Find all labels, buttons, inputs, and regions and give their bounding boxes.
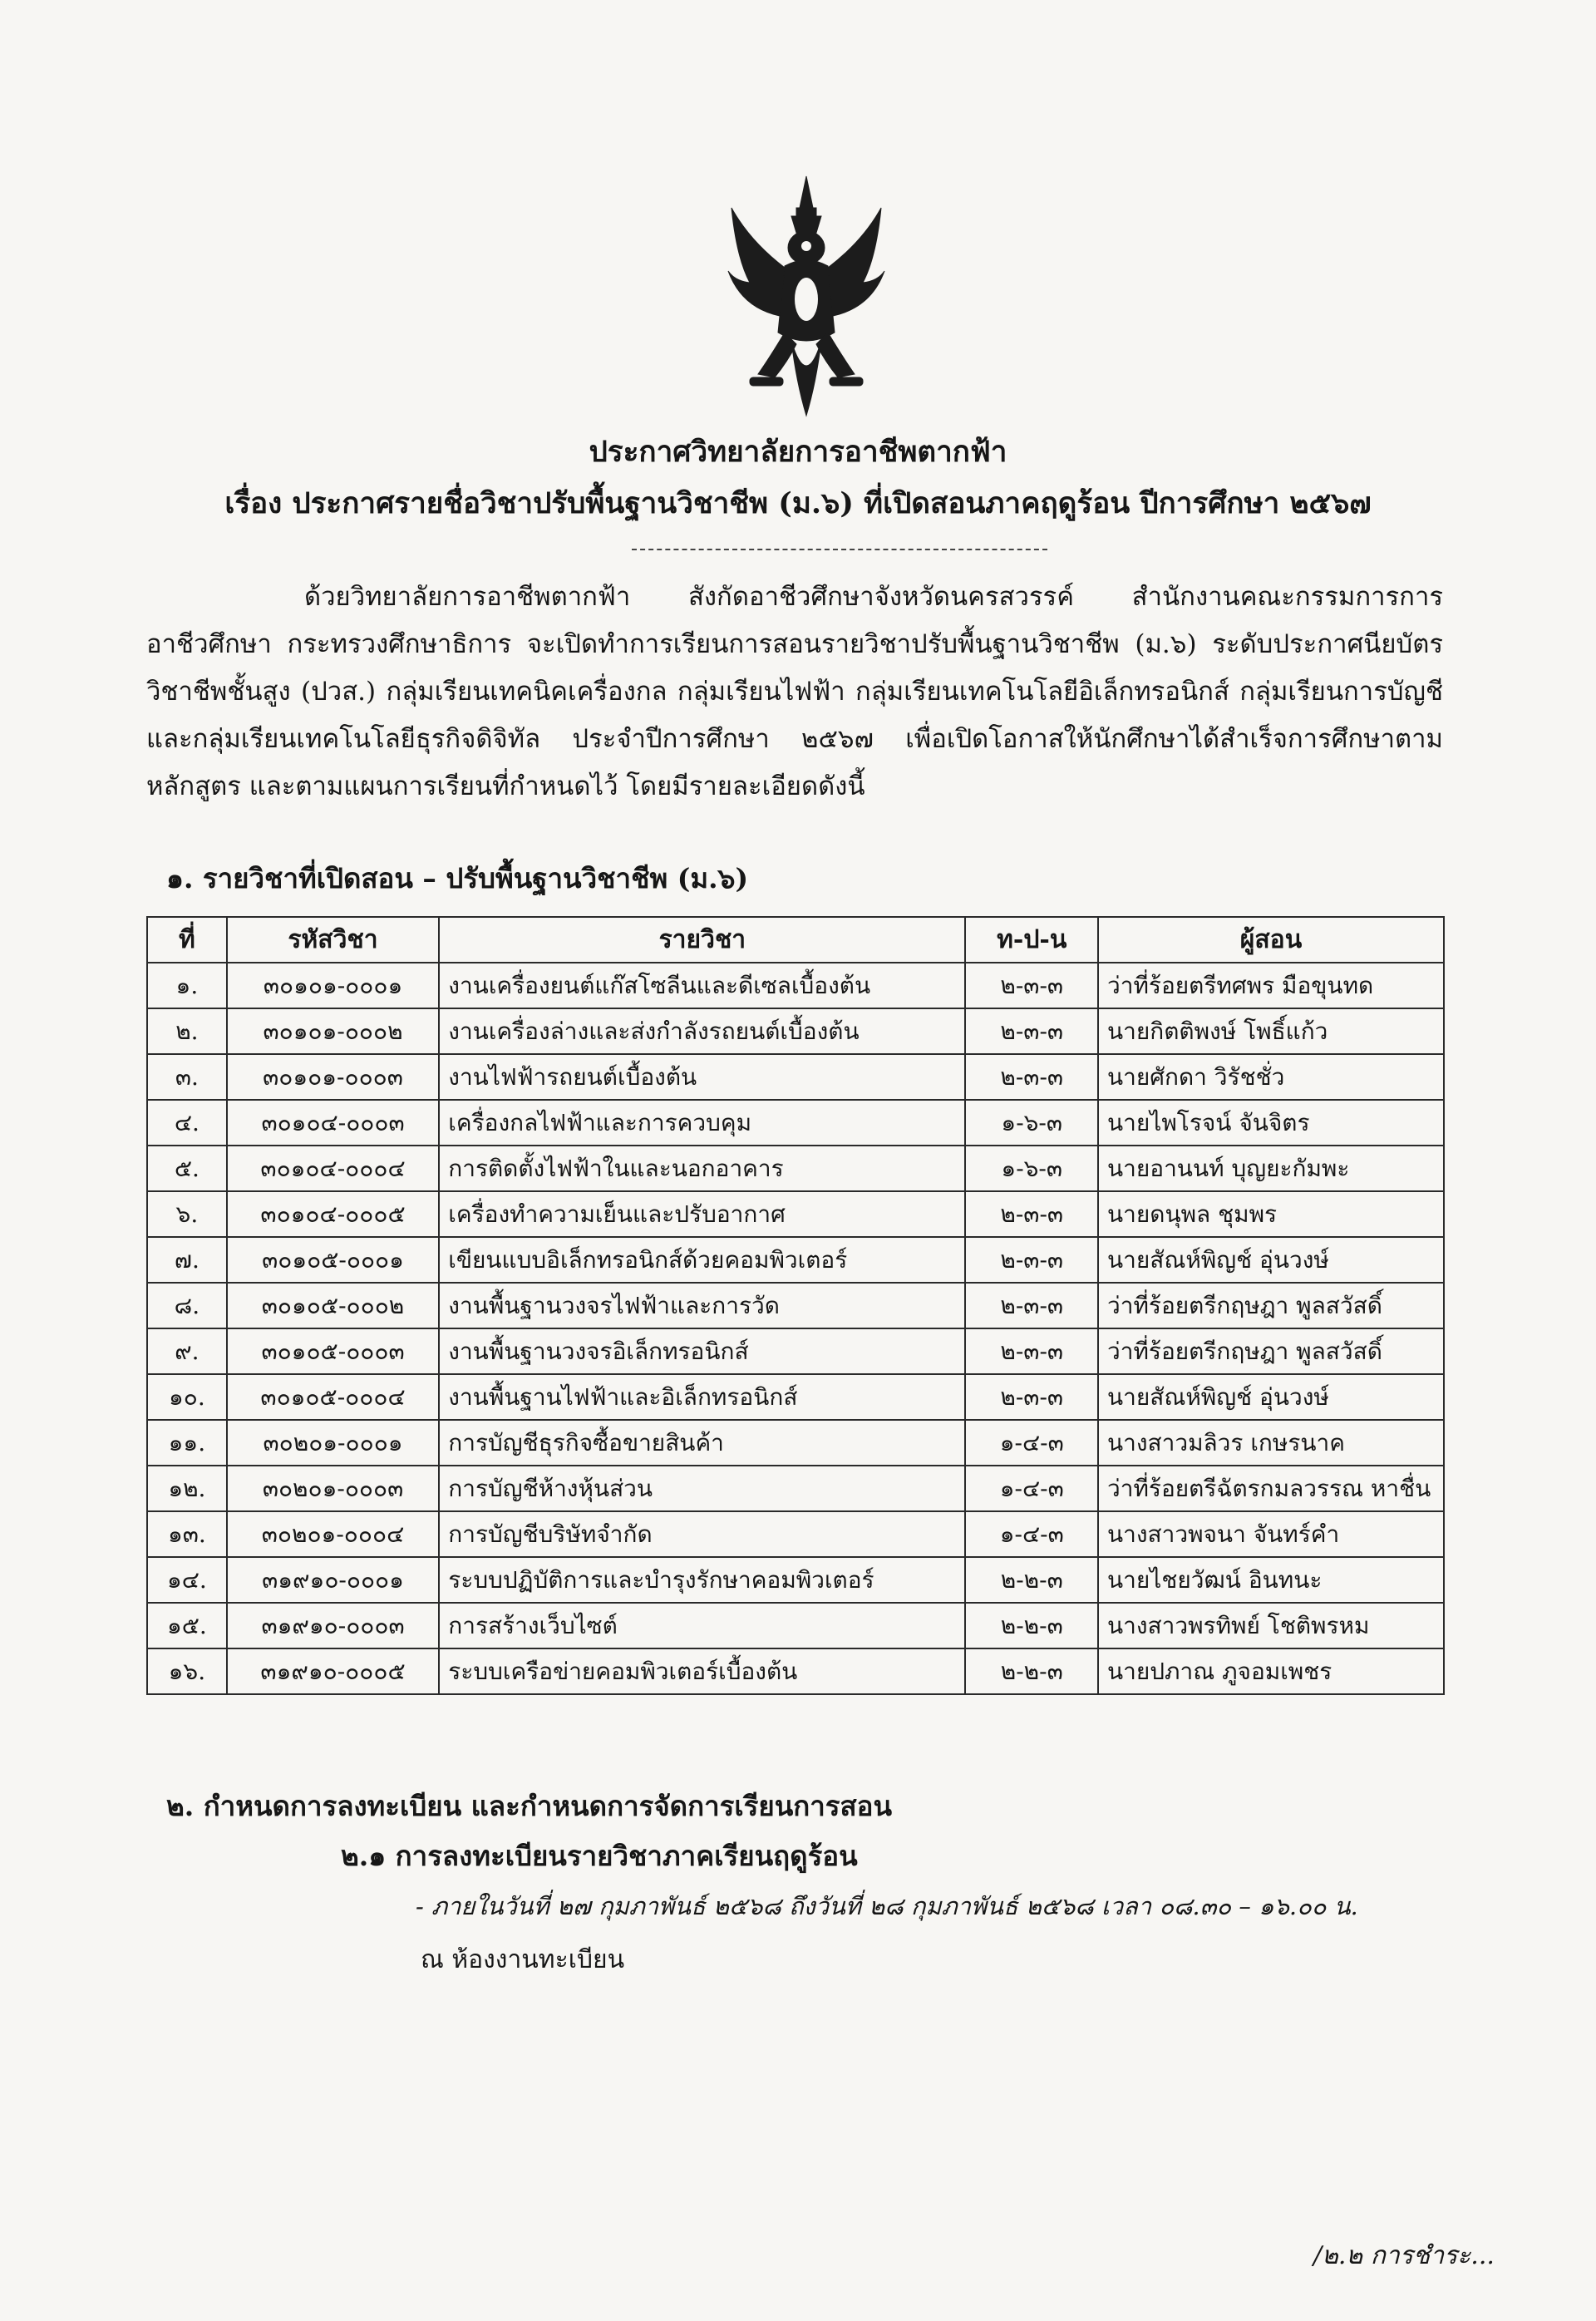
cell-name: การบัญชีธุรกิจซื้อขายสินค้า — [439, 1420, 965, 1466]
course-table — [146, 916, 1445, 1695]
page-continuation: /๒.๒ การชำระ... — [1313, 2241, 1495, 2270]
table-row — [147, 1374, 1444, 1420]
cell-hours: ๒-๓-๓ — [965, 1054, 1098, 1100]
cell-code: ๓๐๑๐๕-๐๐๐๔ — [227, 1374, 440, 1420]
cell-hours: ๑-๔-๓ — [965, 1511, 1098, 1557]
cell-code: ๓๑๙๑๐-๐๐๐๕ — [227, 1648, 440, 1694]
cell-teacher: ว่าที่ร้อยตรีฉัตรกมลวรรณ หาชื่น — [1098, 1466, 1444, 1511]
cell-hours: ๒-๒-๓ — [965, 1648, 1098, 1694]
cell-code: ๓๐๑๐๔-๐๐๐๔ — [227, 1146, 440, 1191]
cell-no: ๑๑. — [147, 1420, 227, 1466]
cell-no: ๑๖. — [147, 1648, 227, 1694]
table-row — [147, 1191, 1444, 1237]
cell-hours: ๒-๓-๓ — [965, 1374, 1098, 1420]
cell-no: ๓. — [147, 1054, 227, 1100]
cell-hours: ๒-๓-๓ — [965, 1237, 1098, 1283]
cell-code: ๓๐๒๐๑-๐๐๐๔ — [227, 1511, 440, 1557]
cell-teacher: นางสาวมลิวร เกษรนาค — [1098, 1420, 1444, 1466]
table-row — [147, 1283, 1444, 1328]
cell-code: ๓๐๑๐๔-๐๐๐๓ — [227, 1100, 440, 1146]
table-row — [147, 1146, 1444, 1191]
cell-teacher: ว่าที่ร้อยตรีทศพร มือขุนทด — [1098, 963, 1444, 1008]
cell-code: ๓๐๒๐๑-๐๐๐๓ — [227, 1466, 440, 1511]
cell-name: งานเครื่องล่างและส่งกำลังรถยนต์เบื้องต้น — [439, 1008, 965, 1054]
cell-code: ๓๐๑๐๑-๐๐๐๓ — [227, 1054, 440, 1100]
table-row — [147, 1328, 1444, 1374]
cell-hours: ๒-๒-๓ — [965, 1557, 1098, 1603]
announcement-subject: เรื่อง ประกาศรายชื่อวิชาปรับพื้นฐานวิชาชีพ (ม.๖) ที่เปิดสอนภาคฤดูร้อน ปีการศึกษา ๒๕๖๗ — [224, 486, 1372, 520]
cell-teacher: นายอานนท์ บุญยะกัมพะ — [1098, 1146, 1444, 1191]
announcement-title: ประกาศวิทยาลัยการอาชีพตากฟ้า — [589, 435, 1007, 469]
cell-name: งานไฟฟ้ารถยนต์เบื้องต้น — [439, 1054, 965, 1100]
cell-teacher: นายกิตติพงษ์ โพธิ์แก้ว — [1098, 1008, 1444, 1054]
cell-no: ๘. — [147, 1283, 227, 1328]
cell-name: งานพื้นฐานวงจรไฟฟ้าและการวัด — [439, 1283, 965, 1328]
cell-teacher: นางสาวพรทิพย์ โชติพรหม — [1098, 1603, 1444, 1648]
cell-no: ๑๐. — [147, 1374, 227, 1420]
table-row — [147, 1054, 1444, 1100]
intro-text: ด้วยวิทยาลัยการอาชีพตากฟ้า สังกัดอาชีวศึกษาจังหวัดนครสวรรค์ สำนักงานคณะกรรมการการอาชีวศึกษา กระทรวงศึกษาธิการ จะเปิดทำการเรียนการสอนรายวิชาปรับพื้นฐานวิชาชีพ (ม.๖) ระดับประกาศนียบัตรวิชาชีพชั้นสูง (ปวส.) กลุ่มเรียนเทคนิคเครื่องกล กลุ่มเรียนไฟฟ้า กลุ่มเรียนเทคโนโลยีอิเล็กทรอนิกส์ กลุ่มเรียนการบัญชี และกลุ่มเรียนเทคโนโลยีธุรกิจดิจิทัล ประจำปีการศึกษา ๒๕๖๗ เพื่อเปิดโอกาสให้นักศึกษาได้สำเร็จการศึกษาตามหลักสูตร และตามแผนการเรียนที่กำหนดไว้ โดยมีรายละเอียดดังนี้ — [146, 582, 1443, 801]
table-header-row — [147, 917, 1444, 963]
table-row — [147, 1466, 1444, 1511]
table-row — [147, 1648, 1444, 1694]
cell-no: ๑. — [147, 963, 227, 1008]
cell-hours: ๒-๒-๓ — [965, 1603, 1098, 1648]
section1-heading: ๑. รายวิชาที่เปิดสอน – ปรับพื้นฐานวิชาชีพ (ม.๖) — [166, 862, 749, 894]
cell-teacher: นายดนุพล ชุมพร — [1098, 1191, 1444, 1237]
header-hours: ท-ป-น — [965, 917, 1098, 963]
cell-code: ๓๐๑๐๑-๐๐๐๑ — [227, 963, 440, 1008]
cell-code: ๓๑๙๑๐-๐๐๐๓ — [227, 1603, 440, 1648]
cell-no: ๑๔. — [147, 1557, 227, 1603]
header-no: ที่ — [147, 917, 227, 963]
cell-name: การบัญชีบริษัทจำกัด — [439, 1511, 965, 1557]
cell-no: ๕. — [147, 1146, 227, 1191]
cell-code: ๓๐๑๐๕-๐๐๐๒ — [227, 1283, 440, 1328]
header-teacher: ผู้สอน — [1098, 917, 1444, 963]
intro-paragraph — [146, 574, 1443, 811]
cell-no: ๖. — [147, 1191, 227, 1237]
cell-teacher: นายไชยวัฒน์ อินทนะ — [1098, 1557, 1444, 1603]
cell-code: ๓๐๑๐๔-๐๐๐๕ — [227, 1191, 440, 1237]
cell-hours: ๒-๓-๓ — [965, 1191, 1098, 1237]
registration-location: ณ ห้องงานทะเบียน — [421, 1945, 625, 1974]
table-row — [147, 1100, 1444, 1146]
cell-hours: ๒-๓-๓ — [965, 1008, 1098, 1054]
title-separator — [632, 549, 1047, 550]
cell-code: ๓๑๙๑๐-๐๐๐๑ — [227, 1557, 440, 1603]
cell-no: ๙. — [147, 1328, 227, 1374]
table-row — [147, 1008, 1444, 1054]
cell-no: ๑๕. — [147, 1603, 227, 1648]
cell-teacher: นายศักดา วิรัชชั่ว — [1098, 1054, 1444, 1100]
table-row — [147, 1511, 1444, 1557]
garuda-emblem-icon — [725, 175, 888, 424]
table-row — [147, 1420, 1444, 1466]
cell-teacher: นายปภาณ ภูจอมเพชร — [1098, 1648, 1444, 1694]
section2-1-heading: ๒.๑ การลงทะเบียนรายวิชาภาคเรียนฤดูร้อน — [341, 1840, 858, 1872]
cell-hours: ๑-๔-๓ — [965, 1466, 1098, 1511]
cell-code: ๓๐๑๐๕-๐๐๐๓ — [227, 1328, 440, 1374]
table-row — [147, 1557, 1444, 1603]
cell-name: การบัญชีห้างหุ้นส่วน — [439, 1466, 965, 1511]
cell-name: งานพื้นฐานไฟฟ้าและอิเล็กทรอนิกส์ — [439, 1374, 965, 1420]
cell-name: การสร้างเว็บไซต์ — [439, 1603, 965, 1648]
table-row — [147, 963, 1444, 1008]
cell-code: ๓๐๑๐๕-๐๐๐๑ — [227, 1237, 440, 1283]
cell-name: ระบบเครือข่ายคอมพิวเตอร์เบื้องต้น — [439, 1648, 965, 1694]
cell-teacher: นายไพโรจน์ จันจิตร — [1098, 1100, 1444, 1146]
section2-heading: ๒. กำหนดการลงทะเบียน และกำหนดการจัดการเรียนการสอน — [166, 1790, 893, 1822]
cell-hours: ๑-๖-๓ — [965, 1100, 1098, 1146]
cell-teacher: ว่าที่ร้อยตรีกฤษฎา พูลสวัสดิ์ — [1098, 1328, 1444, 1374]
cell-no: ๒. — [147, 1008, 227, 1054]
cell-code: ๓๐๒๐๑-๐๐๐๑ — [227, 1420, 440, 1466]
header-name: รายวิชา — [439, 917, 965, 963]
cell-code: ๓๐๑๐๑-๐๐๐๒ — [227, 1008, 440, 1054]
cell-teacher: ว่าที่ร้อยตรีกฤษฎา พูลสวัสดิ์ — [1098, 1283, 1444, 1328]
cell-hours: ๑-๔-๓ — [965, 1420, 1098, 1466]
cell-no: ๑๓. — [147, 1511, 227, 1557]
cell-name: เขียนแบบอิเล็กทรอนิกส์ด้วยคอมพิวเตอร์ — [439, 1237, 965, 1283]
cell-name: การติดตั้งไฟฟ้าในและนอกอาคาร — [439, 1146, 965, 1191]
header-code: รหัสวิชา — [227, 917, 440, 963]
cell-name: เครื่องกลไฟฟ้าและการควบคุม — [439, 1100, 965, 1146]
registration-period: - ภายในวันที่ ๒๗ กุมภาพันธ์ ๒๕๖๘ ถึงวันที่ ๒๘ กุมภาพันธ์ ๒๕๖๘ เวลา ๐๘.๓๐ – ๑๖.๐๐ น. — [416, 1892, 1358, 1920]
cell-name: งานพื้นฐานวงจรอิเล็กทรอนิกส์ — [439, 1328, 965, 1374]
cell-teacher: นายสัณห์พิญช์ อุ่นวงษ์ — [1098, 1374, 1444, 1420]
cell-name: ระบบปฏิบัติการและบำรุงรักษาคอมพิวเตอร์ — [439, 1557, 965, 1603]
table-row — [147, 1603, 1444, 1648]
cell-no: ๗. — [147, 1237, 227, 1283]
cell-no: ๑๒. — [147, 1466, 227, 1511]
cell-teacher: นายสัณห์พิญช์ อุ่นวงษ์ — [1098, 1237, 1444, 1283]
table-row — [147, 1237, 1444, 1283]
cell-teacher: นางสาวพจนา จันทร์คำ — [1098, 1511, 1444, 1557]
cell-hours: ๒-๓-๓ — [965, 1283, 1098, 1328]
cell-no: ๔. — [147, 1100, 227, 1146]
cell-hours: ๒-๓-๓ — [965, 963, 1098, 1008]
cell-hours: ๒-๓-๓ — [965, 1328, 1098, 1374]
cell-name: เครื่องทำความเย็นและปรับอากาศ — [439, 1191, 965, 1237]
cell-hours: ๑-๖-๓ — [965, 1146, 1098, 1191]
cell-name: งานเครื่องยนต์แก๊สโซลีนและดีเซลเบื้องต้น — [439, 963, 965, 1008]
